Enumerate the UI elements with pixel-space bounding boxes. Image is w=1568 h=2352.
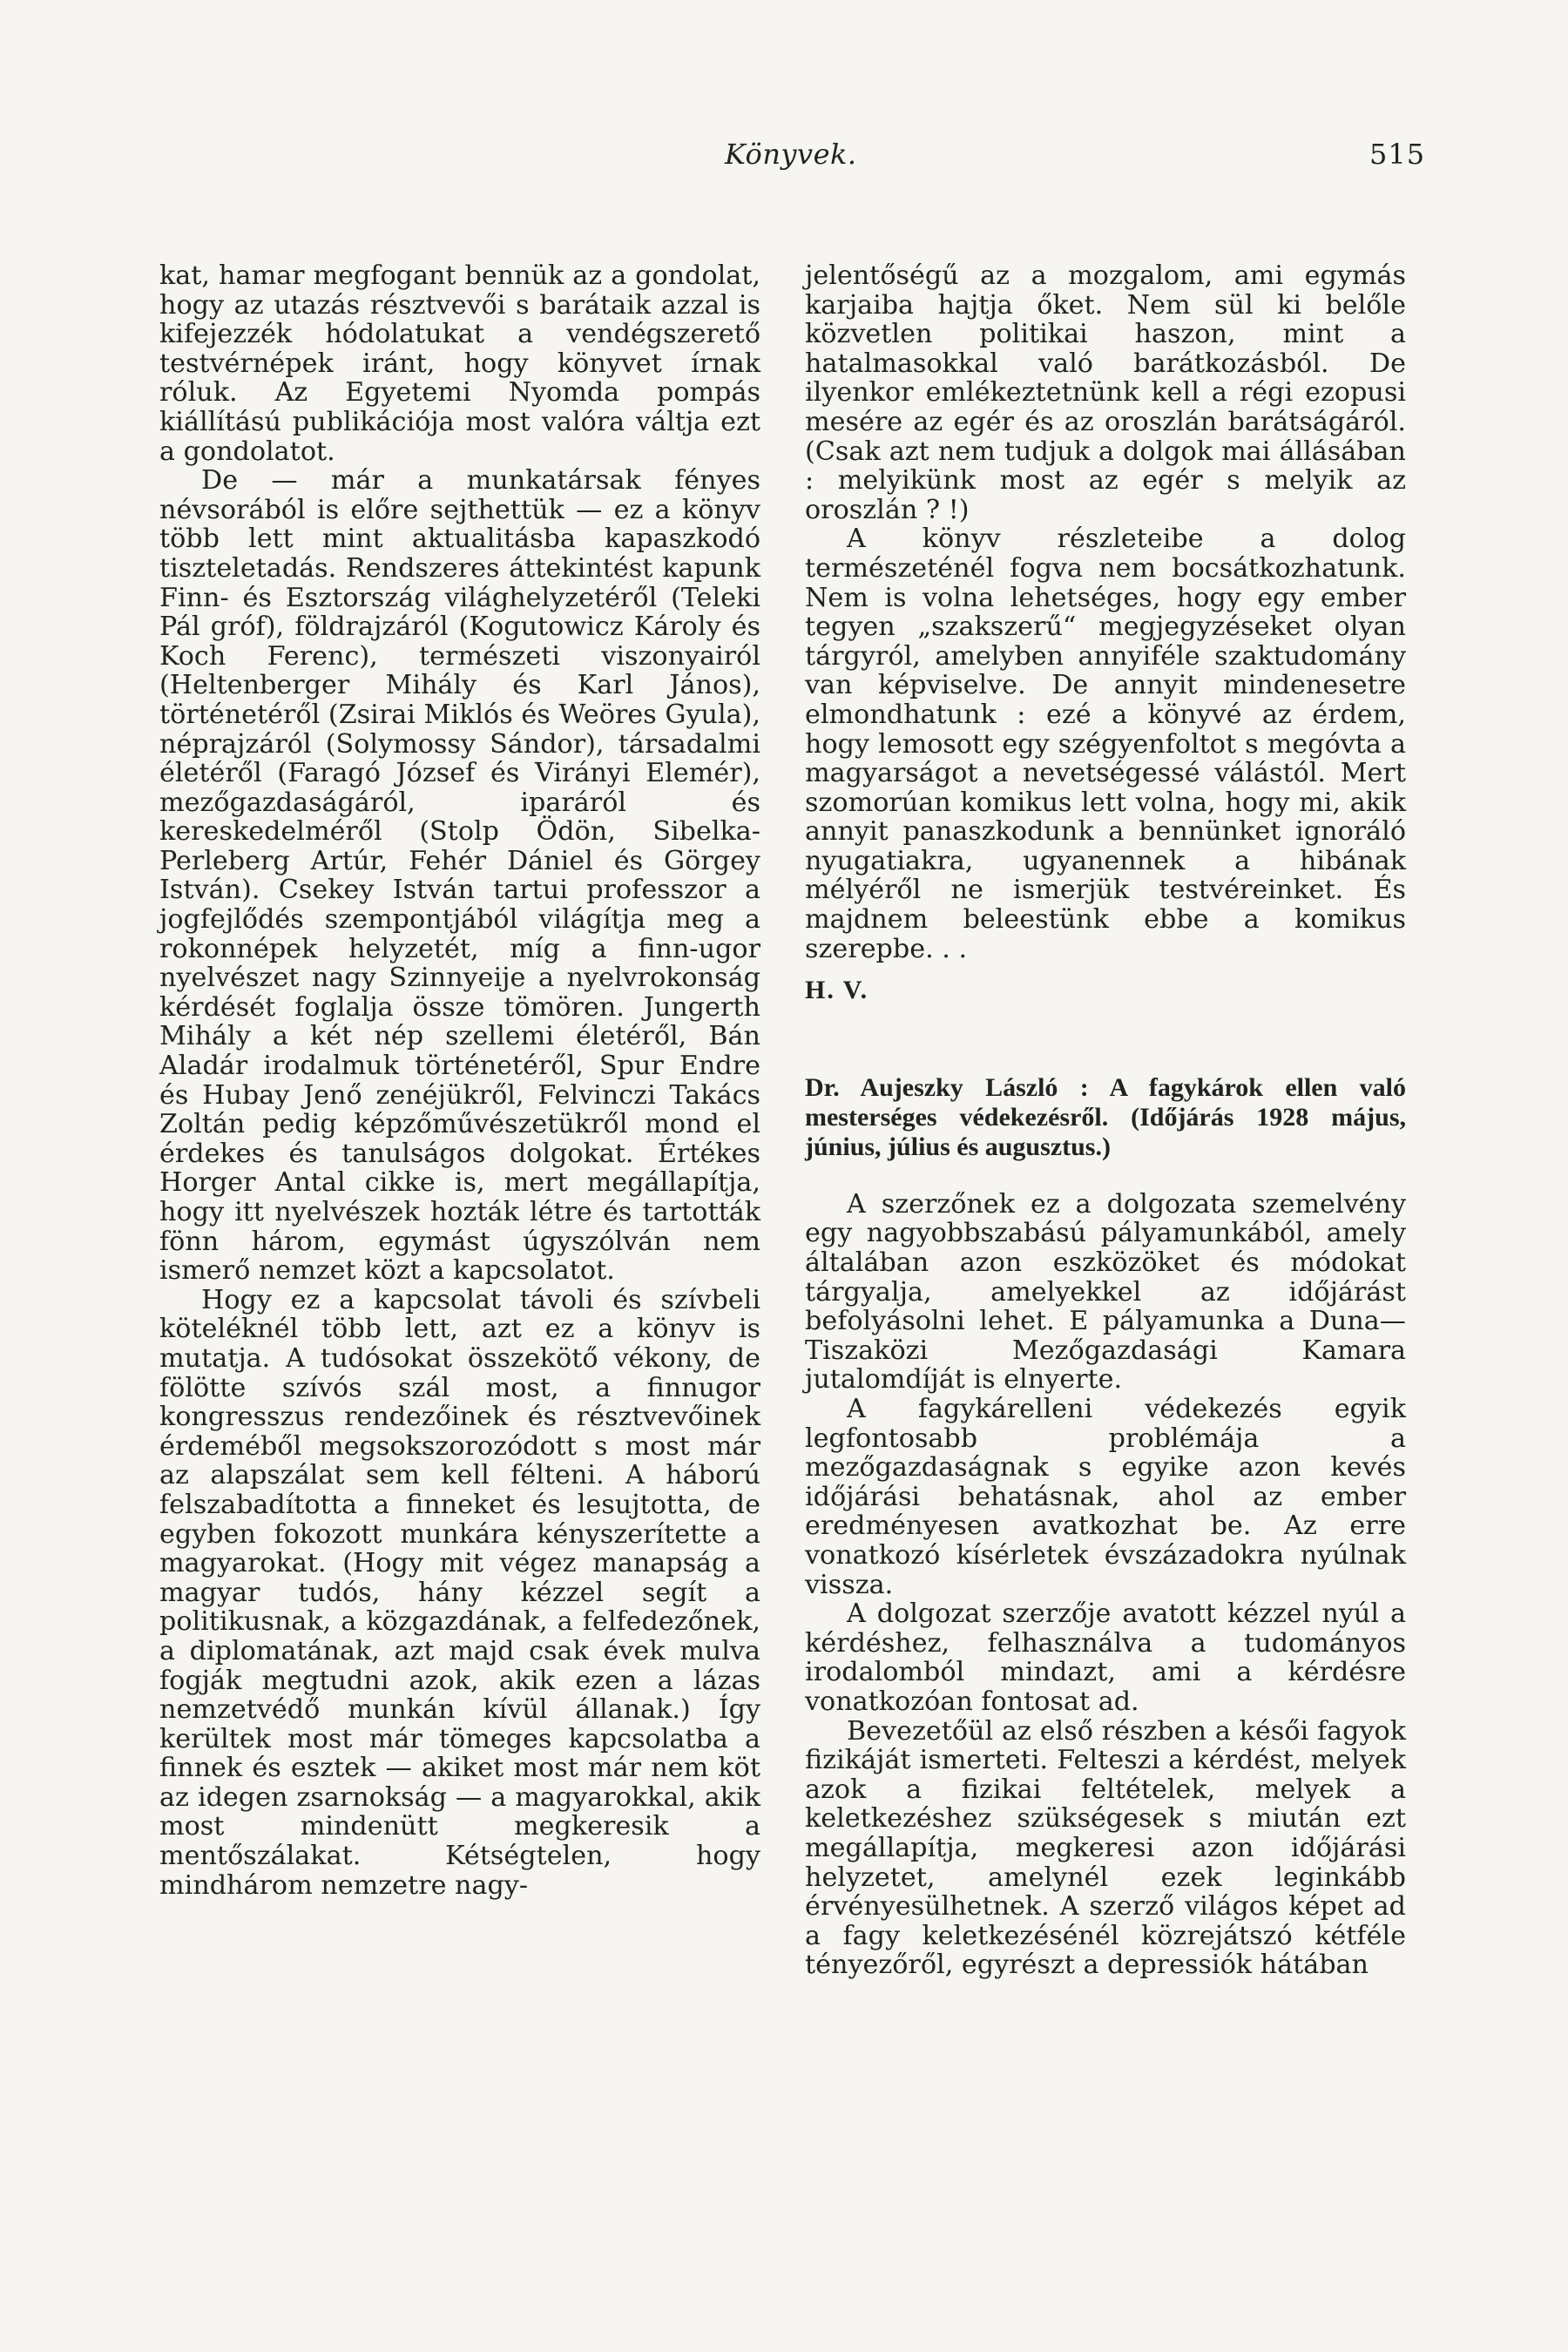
paragraph: A fagykárelleni védekezés egyik legfontosabb problémája a mezőgazdaságnak s egyike azon kevés időjárási behatásnak, ahol az ember eredményesen avatkozhat be. Az erre vonatkozó kísérletek évszázadokra nyúlnak vissza. <box>805 1394 1406 1600</box>
paragraph: Bevezetőül az első részben a késői fagyok fizikáját ismerteti. Felteszi a kérdést, melyek azok a fizikai feltételek, melyek a keletkezéshez szükségesek s miután ezt megállapítja, megkeresi azon időjárási helyzetet, amelynél ezek leginkább érvényesülhetnek. A szerző világos képet ad a fagy keletkezésénél közrejátszó kétféle tényezőről, egyrészt a depressiók hátában <box>805 1715 1406 1981</box>
paragraph: A könyv részleteibe a dolog természeténél fogva nem bocsátkozhatunk. Nem is volna lehetséges, hogy egy ember tegyen „szakszerű“ megjegyzéseket olyan tárgyról, amelyben annyiféle szaktudomány van képviselve. De annyit mindenesetre elmondhatunk : ezé a könyvé az érdem, hogy lemosott egy szégyenfoltot s megóvta a magyarságot a nevetségessé válástól. Mert szomorúan komikus lett volna, hogy mi, akik annyit panaszkodunk a bennünket ignoráló nyugatiakra, ugyanennek a hibának mélyéről ne ismerjük testvéreinket. És majdnem beleestünk ebbe a komikus szerepbe. . . <box>805 524 1406 964</box>
paragraph: Hogy ez a kapcsolat távoli és szívbeli köteléknél több lett, azt ez a könyv is mutatja. A tudósokat összekötő vékony, de fölötte szívós szál most, a finnugor kongresszus rendezőinek és résztvevőinek érdeméből megsokszorozódott s most már az alapszálat sem kell félteni. A háború felszabadította a finneket és lesujtotta, de egyben fokozott munkára kényszerítette a magyarokat. (Hogy mit végez manapság a magyar tudós, hány kézzel segít a politikusnak, a közgazdának, a felfedezőnek, a diplomatának, azt majd csak évek mulva fogják megtudni azok, akik ezen a lázas nemzetvédő munkán kívül állanak.) Így kerültek most már tömeges kapcsolatba a finnek és esztek — akiket most már nem köt az idegen zsarnokság — a magyarokkal, akik most mindenütt megkeresik a mentőszálakat. Kétségtelen, hogy mindhárom nemzetre nagy- <box>159 1284 760 1901</box>
paragraph: De — már a munkatársak fényes névsorából is előre sejthettük — ez a könyv több lett mint aktualitásba kapaszkodó tiszteletadás. Rendszeres áttekintést kapunk Finn- és Esztország világhelyzetéről (Teleki Pál gróf), földrajzáról (Kogutowicz Károly és Koch Ferenc), természeti viszonyairól (Heltenberger Mihály és Karl János), történetéről (Zsirai Miklós és Weöres Gyula), néprajzáról (Solymossy Sándor), társadalmi életéről (Faragó József és Virányi Elemér), mezőgazdaságáról, iparáról és kereskedelméről (Stolp Ödön, Sibelka-Perleberg Artúr, Fehér Dániel és Görgey István). Csekey István tartui professzor a jogfejlődés szempontjából világítja meg a rokonnépek helyzetét, míg a finn-ugor nyelvészet nagy Szinnyeije a nyelvrokonság kérdését foglalja össze tömören. Jungerth Mihály a két nép szellemi életéről, Bán Aladár irodalmuk történetéről, Spur Endre és Hubay Jenő zenéjükről, Felvinczi Takács Zoltán pedig képzőművészetükről mond el érdekes és tanulságos dolgokat. Értékes Horger Antal cikke is, mert megállapítja, hogy itt nyelvészek hozták létre és tartották fönn három, egymást úgyszólván nem ismerő nemzet közt a kapcsolatot. <box>159 465 760 1287</box>
right-column <box>805 261 1406 1980</box>
left-column <box>159 261 760 1900</box>
running-title: Könyvek. <box>725 138 857 171</box>
paragraph: A szerzőnek ez a dolgozata szemelvény egy nagyobbszabású pályamunkából, amely általában azon eszközöket és módokat tárgyalja, amelyekkel az időjárást befolyásolni lehet. E pályamunka a Duna—Tiszaközi Mezőgazdasági Kamara jutalomdíját is elnyerte. <box>805 1188 1406 1396</box>
paragraph: A dolgozat szerzője avatott kézzel nyúl a kérdéshez, felhasználva a tudományos irodalomból mindazt, ami a kérdésre vonatkozóan fontosat ad. <box>805 1598 1406 1717</box>
paragraph: kat, hamar megfogant bennük az a gondolat, hogy az utazás résztvevői s barátaik azzal is kifejezzék hódolatukat a vendégszerető testvérnépek iránt, hogy könyvet írnak róluk. Az Egyetemi Nyomda pompás kiállítású publikációja most valóra váltja ezt a gondolatot. <box>159 260 760 467</box>
review-heading: Dr. Aujeszky László : A fagykárok ellen való mesterséges védekezésről. (Időjárás 1928 május, június, július és augusztus.) <box>805 1072 1406 1161</box>
paragraph: jelentőségű az a mozgalom, ami egymás karjaiba hajtja őket. Nem sül ki belőle közvetlen politikai haszon, mint a hatalmasokkal való barátkozásból. De ilyenkor emlékeztetnünk kell a régi ezopusi mesére az egér és az oroszlán barátságáról. (Csak azt nem tudjuk a dolgok mai állásában : melyikünk most az egér s melyik az oroszlán ? !) <box>805 260 1406 525</box>
review-signature: H. V. <box>805 976 869 1005</box>
page-number: 515 <box>1369 138 1426 171</box>
